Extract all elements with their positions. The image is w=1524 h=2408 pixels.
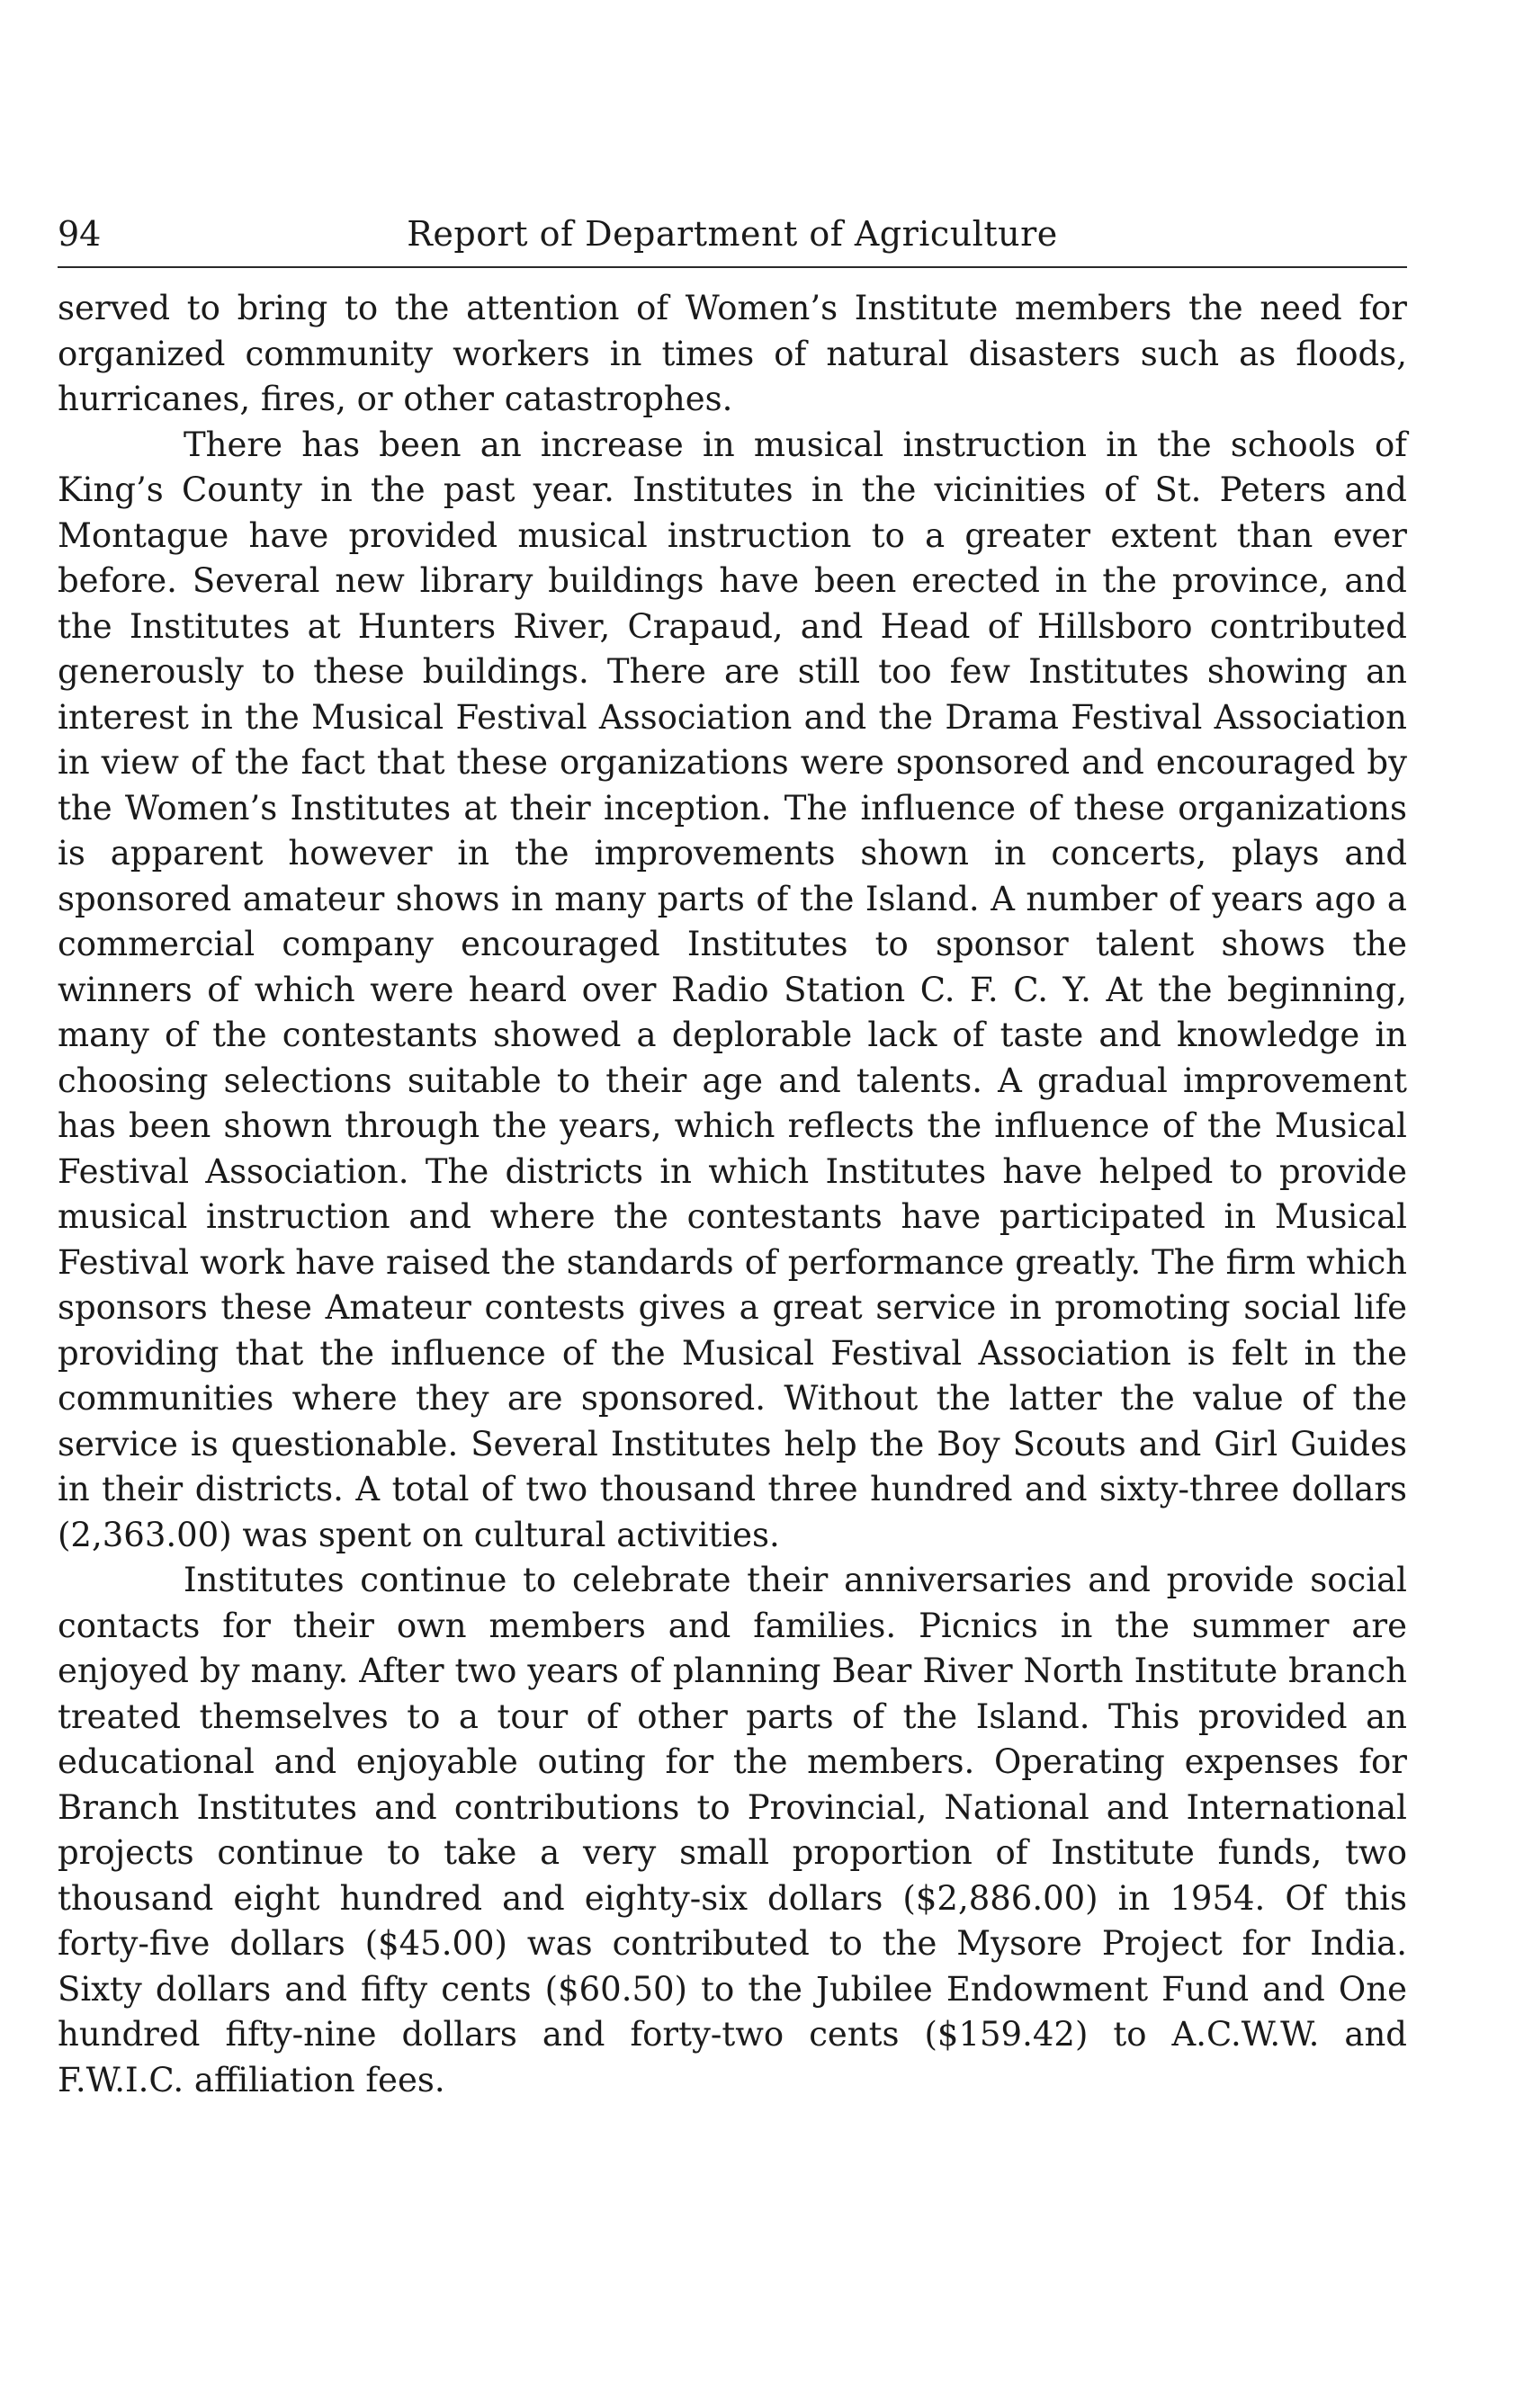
page-number: 94 [58, 214, 102, 254]
header-rule [58, 266, 1407, 268]
paragraph-continuation: served to bring to the attention of Women’s Institute members the need for organized community workers in times of natural disasters such as floods, hurricanes, fires, or other catastrophes. [58, 289, 1407, 418]
paragraph-social-contacts: Institutes continue to celebrate their anniversaries and provide social contacts for their own members and families. Picnics in the summer are enjoyed by many. After two years of planning Bear River North Institute branch treated themselves to a tour of other parts of the Island. This provided an educational and enjoyable outing for the members. Operating expenses for Branch Institutes and contributions to Provincial, National and International projects continue to take a very small proportion of Institute funds, two thousand eight hundred and eighty-six dollars ($2,886.00) in 1954. Of this forty-five dollars ($45.00) was contributed to the Mysore Project for India. Sixty dollars and fifty cents ($60.50) to the Jubilee Endowment Fund and One hundred fifty-nine dollars and forty-two cents ($159.42) to A.C.W.W. and F.W.I.C. affiliation fees. [58, 1561, 1407, 2099]
paragraph-musical-instruction: There has been an increase in musical instruction in the schools of King’s County in the past year. Institutes in the vicinities of St. Peters and Montague have provided musical instruction to a greater extent than ever before. Several new library buildings have been erected in the province, and the Institutes at Hunters River, Crapaud, and Head of Hillsboro contributed generously to these buildings. There are still too few Institutes showing an interest in the Musical Festival Association and the Drama Festival Association in view of the fact that these organizations were sponsored and encouraged by the Women’s Institutes at their inception. The influence of these organizations is apparent however in the improvements shown in concerts, plays and sponsored amateur shows in many parts of the Island. A number of years ago a commercial company encouraged Institutes to sponsor talent shows the winners of which were heard over Radio Station C. F. C. Y. At the beginning, many of the contestants showed a deplorable lack of taste and knowledge in choosing selections suitable to their age and talents. A gradual improvement has been shown through the years, which reflects the influence of the Musical Festival Association. The districts in which Institutes have helped to provide musical instruction and where the contestants have participated in Musical Festival work have raised the standards of performance greatly. The firm which sponsors these Amateur contests gives a great service in promoting social life providing that the influence of the Musical Festival Association is felt in the communities where they are sponsored. Without the latter the value of the service is questionable. Several Institutes help the Boy Scouts and Girl Guides in their districts. A total of two thousand three hundred and sixty-three dollars (2,363.00) was spent on cultural activities. [58, 425, 1407, 1554]
running-header [58, 207, 1407, 261]
header-title: Report of Department of Agriculture [407, 214, 1058, 254]
body-text [58, 286, 1407, 2103]
